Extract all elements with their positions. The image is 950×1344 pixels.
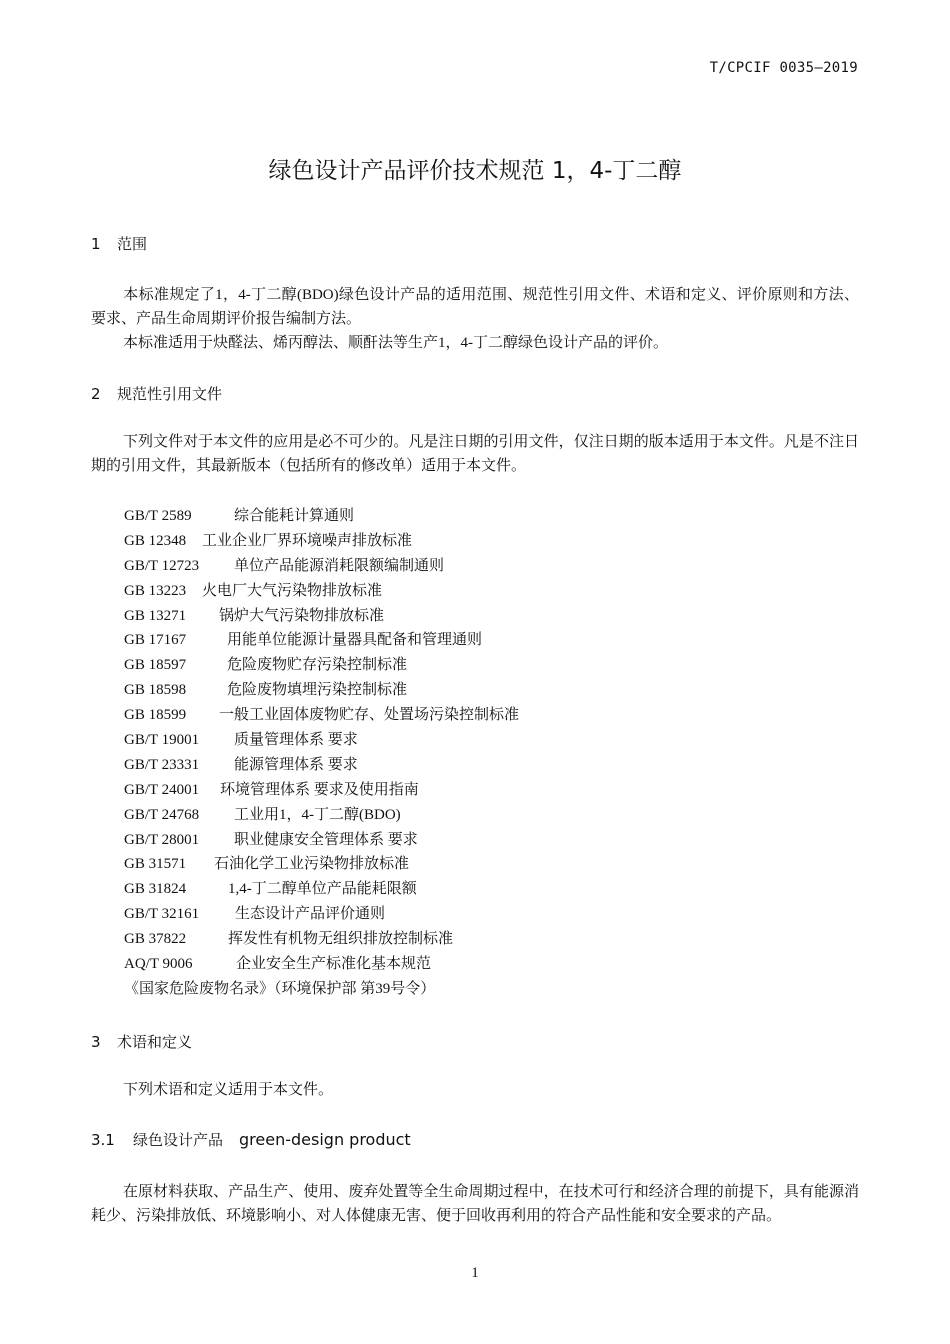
reference-title: 综合能耗计算通则 — [234, 508, 355, 524]
paragraph-text: 下列术语和定义适用于本文件。 — [123, 1082, 334, 1098]
reference-code: GB 31571 — [124, 856, 187, 873]
paragraph-text: 本标准适用于炔醛法、烯丙醇法、顺酐法等生产1，4-丁二醇绿色设计产品的评价。 — [123, 335, 668, 351]
reference-item — [124, 554, 519, 579]
reference-title: 石油化学工业污染物排放标准 — [214, 856, 410, 873]
reference-item — [124, 529, 519, 554]
reference-item — [124, 753, 519, 778]
section-title: 术语和定义 — [117, 1033, 193, 1051]
reference-title: 单位产品能源消耗限额编制通则 — [234, 557, 445, 574]
reference-item — [124, 678, 519, 703]
page-number: 1 — [471, 1265, 479, 1281]
reference-title: 火电厂大气污染物排放标准 — [202, 582, 383, 599]
reference-code: GB/T 19001 — [124, 732, 200, 749]
section-title: 规范性引用文件 — [117, 385, 223, 403]
reference-item — [124, 902, 519, 927]
section-1-paragraph-2 — [91, 331, 859, 355]
reference-item — [124, 778, 519, 803]
reference-item — [124, 877, 519, 902]
reference-code: GB 31824 — [124, 881, 187, 898]
reference-code: AQ/T 9006 — [124, 956, 193, 973]
reference-item — [124, 653, 519, 678]
reference-code: GB/T 12723 — [124, 557, 200, 574]
reference-code: GB/T 24001 — [124, 781, 200, 798]
reference-title: 锅炉大气污染物排放标准 — [219, 607, 385, 624]
reference-item — [124, 628, 519, 653]
reference-title: 职业健康安全管理体系 要求 — [234, 831, 418, 848]
paragraph-text: 本标准规定了1，4-丁二醇(BDO)绿色设计产品的适用范围、规范性引用文件、术语和定义、评价原则和方法、要求、产品生命周期评价报告编制方法。 — [91, 287, 859, 327]
reference-title: 质量管理体系 要求 — [234, 732, 358, 749]
reference-item — [124, 803, 519, 828]
reference-code: GB/T 32161 — [124, 906, 200, 923]
section-number: 1 — [91, 235, 101, 253]
reference-code: GB 17167 — [124, 632, 187, 649]
reference-code: GB 12348 — [124, 532, 187, 549]
reference-code: GB 37822 — [124, 931, 187, 948]
section-3-heading — [91, 1031, 192, 1052]
subsection-3-1-heading — [91, 1129, 411, 1150]
reference-title: 环境管理体系 要求及使用指南 — [220, 781, 419, 798]
reference-title: 危险废物贮存污染控制标准 — [227, 657, 408, 674]
term-chinese: 绿色设计产品 — [133, 1131, 224, 1149]
term-english: green-design product — [239, 1130, 411, 1149]
reference-code: GB 13223 — [124, 582, 187, 599]
section-3-intro — [91, 1078, 859, 1102]
reference-item — [124, 828, 519, 853]
reference-title: 工业企业厂界环境噪声排放标准 — [202, 532, 413, 549]
section-title: 范围 — [117, 235, 148, 253]
reference-title: 危险废物填埋污染控制标准 — [227, 682, 408, 699]
document-title: 绿色设计产品评价技术规范 1，4-丁二醇 — [268, 158, 682, 184]
reference-code: GB/T 23331 — [124, 756, 200, 773]
reference-code: GB/T 2589 — [124, 508, 192, 524]
reference-title: 挥发性有机物无组织排放控制标准 — [228, 931, 454, 948]
reference-item — [124, 952, 519, 977]
reference-code: GB 18599 — [124, 707, 187, 724]
reference-code: GB 18598 — [124, 682, 187, 699]
reference-title: 《国家危险废物名录》（环境保护部 第39号令） — [124, 980, 436, 997]
reference-title: 工业用1，4-丁二醇(BDO) — [234, 806, 401, 823]
section-2-heading — [91, 383, 222, 404]
reference-title: 一般工业固体废物贮存、处置场污染控制标准 — [219, 707, 520, 724]
reference-title: 生态设计产品评价通则 — [235, 906, 386, 923]
reference-item — [124, 852, 519, 877]
reference-code: GB/T 24768 — [124, 806, 200, 823]
reference-code: GB/T 28001 — [124, 831, 200, 848]
section-1-heading — [91, 233, 147, 254]
reference-list — [124, 504, 519, 1002]
reference-title: 1,4-丁二醇单位产品能耗限额 — [228, 881, 417, 898]
paragraph-text: 下列文件对于本文件的应用是必不可少的。凡是注日期的引用文件，仅注日期的版本适用于本文件。凡是不注日期的引用文件，其最新版本（包括所有的修改单）适用于本文件。 — [91, 434, 859, 474]
reference-item — [124, 703, 519, 728]
section-2-intro — [91, 430, 859, 478]
reference-item — [124, 604, 519, 629]
standard-code: T/CPCIF 0035—2019 — [709, 60, 858, 76]
reference-item — [124, 927, 519, 952]
paragraph-text: 在原材料获取、产品生产、使用、废弃处置等全生命周期过程中，在技术可行和经济合理的前提下，具有能源消耗少、污染排放低、环境影响小、对人体健康无害、便于回收再利用的符合产品性能和安全要求的产品。 — [91, 1184, 859, 1224]
reference-title: 能源管理体系 要求 — [234, 756, 358, 773]
reference-item — [124, 579, 519, 604]
section-number: 2 — [91, 385, 101, 403]
reference-item — [124, 504, 519, 529]
section-number: 3 — [91, 1033, 101, 1051]
section-1-paragraph-1 — [91, 283, 859, 331]
reference-title: 用能单位能源计量器具配备和管理通则 — [227, 632, 483, 649]
subsection-number: 3.1 — [91, 1131, 115, 1149]
reference-title: 企业安全生产标准化基本规范 — [236, 956, 432, 973]
term-definition — [91, 1180, 859, 1228]
reference-code: GB 13271 — [124, 607, 187, 624]
reference-item — [124, 728, 519, 753]
reference-item — [124, 977, 519, 1002]
reference-code: GB 18597 — [124, 657, 187, 674]
